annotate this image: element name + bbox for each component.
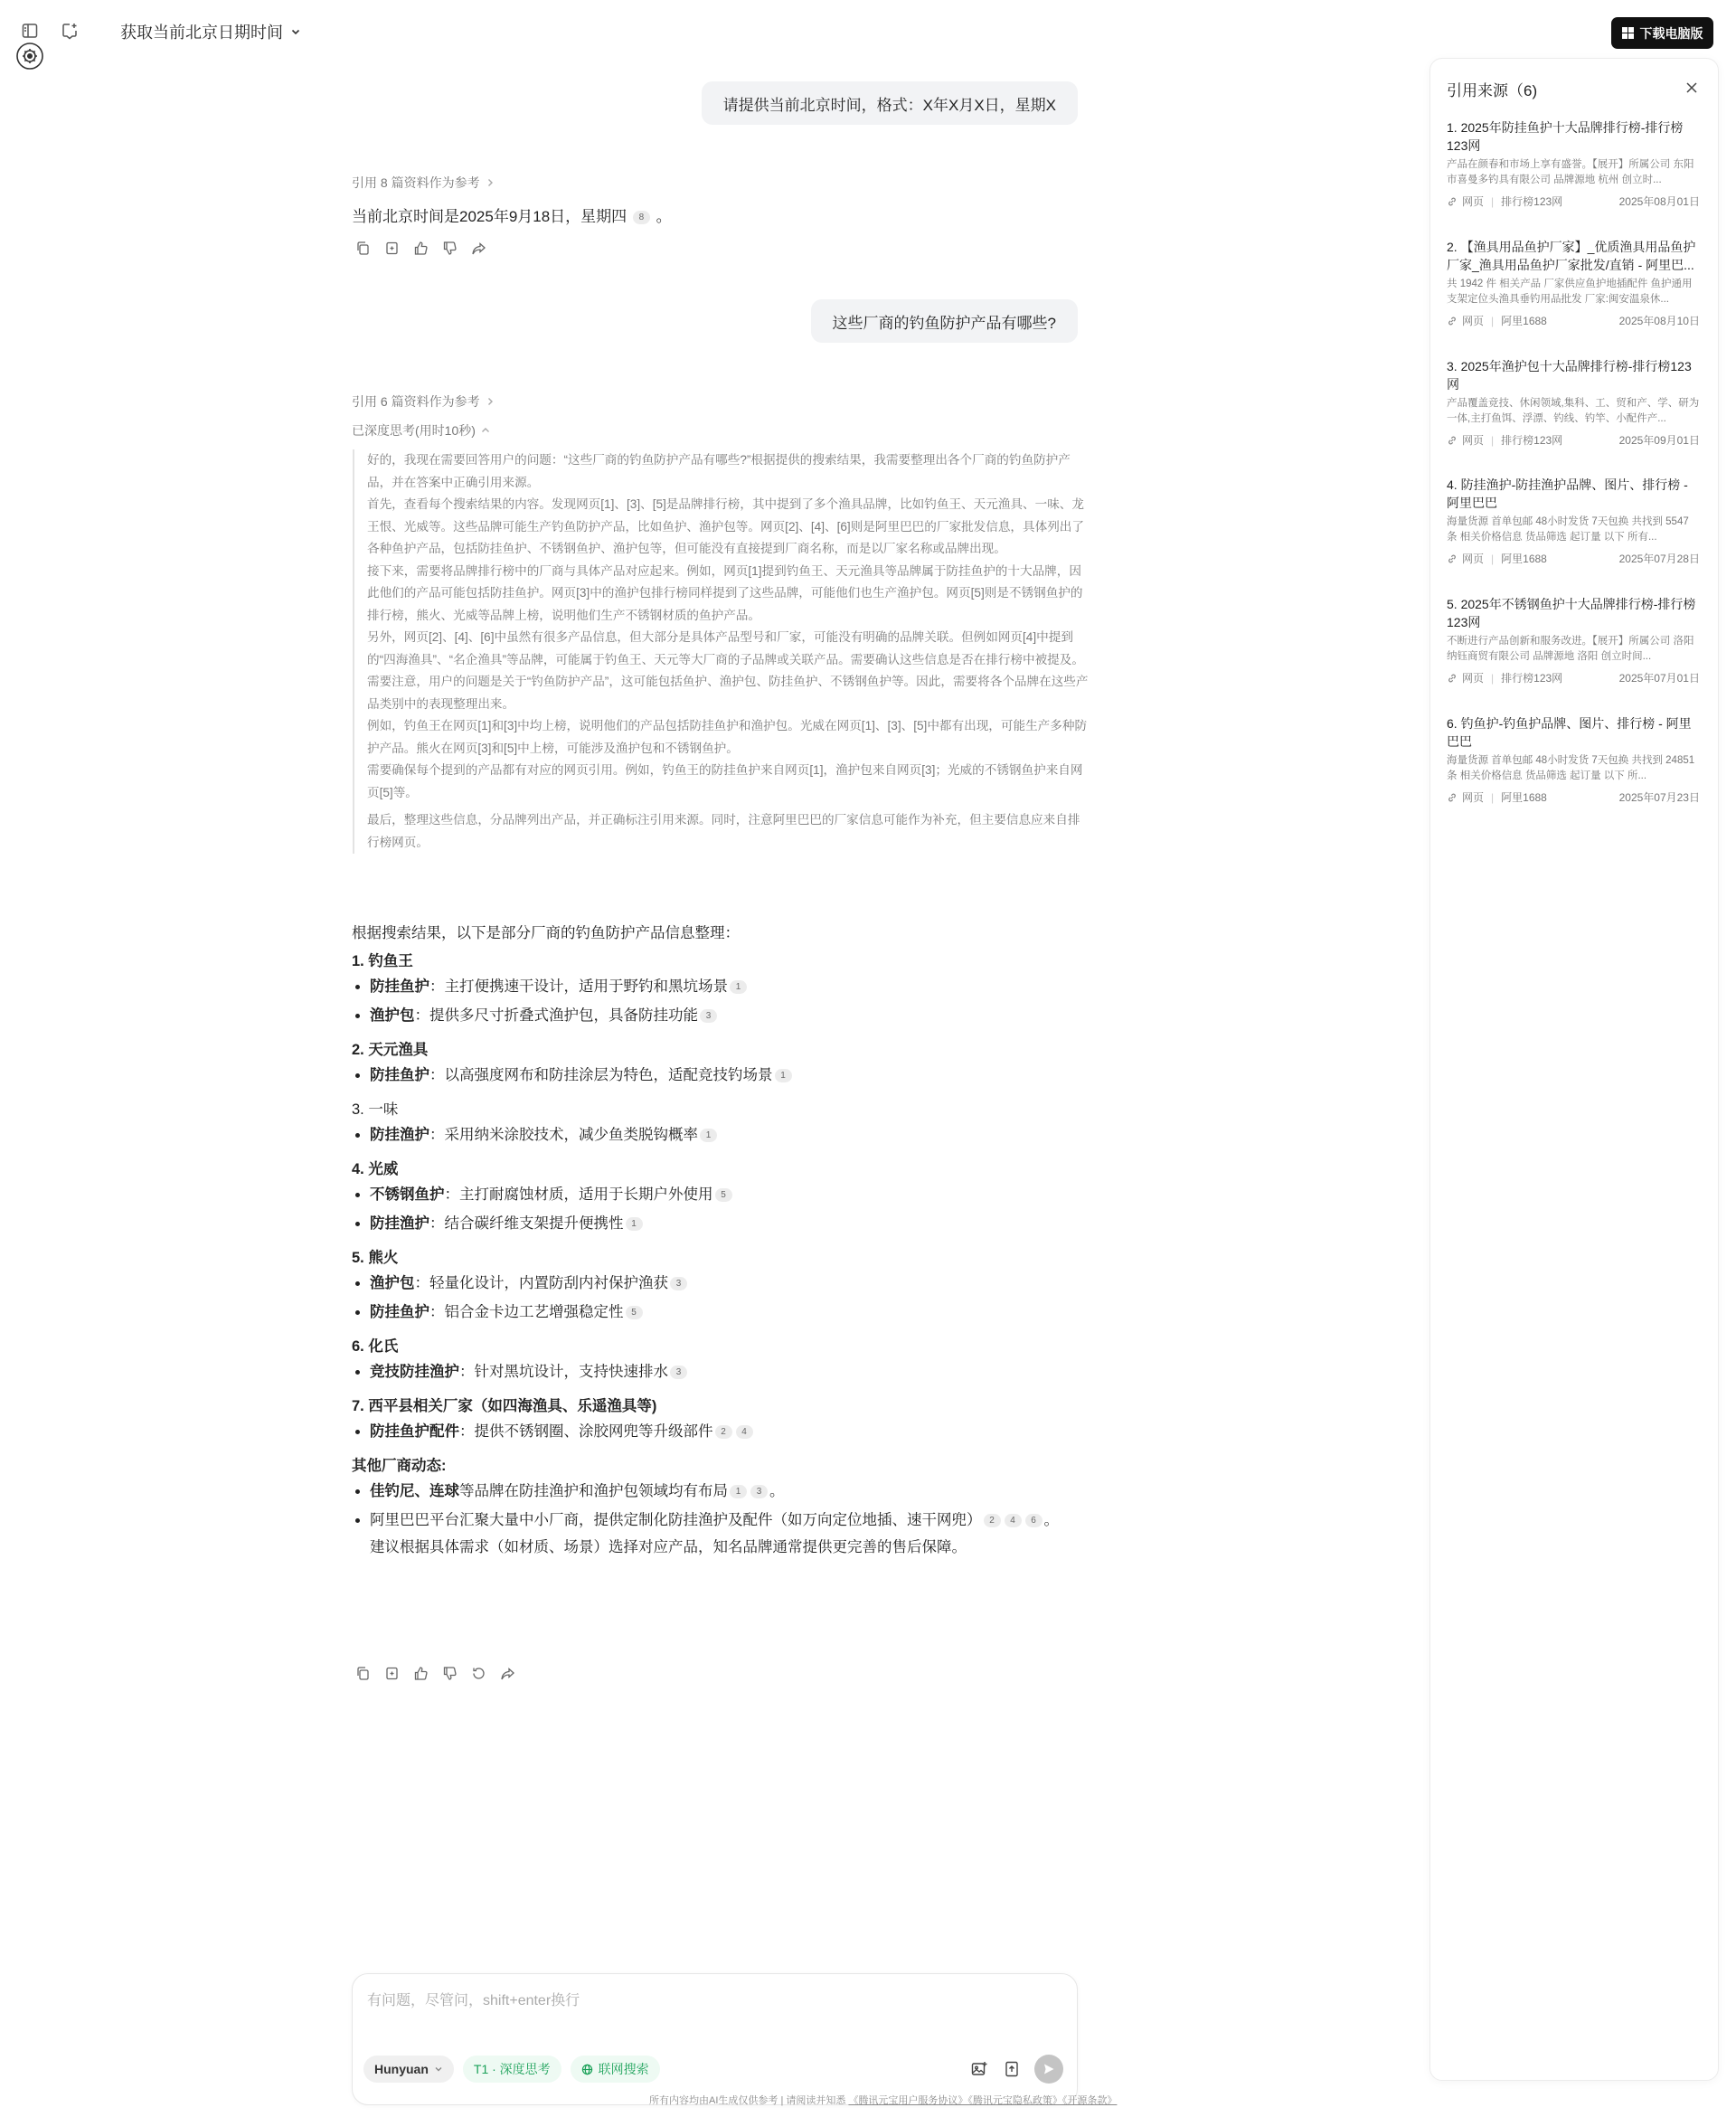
source-type: 网页 <box>1462 195 1485 208</box>
send-button[interactable] <box>1034 2055 1063 2084</box>
citation-badge[interactable]: 1 <box>730 980 747 994</box>
list-item <box>370 1361 1084 1383</box>
think-paragraph: 另外，网页[2]、[4]、[6]中虽然有很多产品信息，但大部分是具体产品型号和厂家，可能没有明确的品牌关联。但例如网页[4]中提到的“四海渔具”、“名企渔具”等品牌，可能属于钓鱼王、天元等大厂商的子品牌或关联产品。需要确认这些信息是否在排行榜中被提及。 <box>367 630 1084 666</box>
brand-heading: 2. 天元渔具 <box>352 1042 429 1058</box>
meta-divider: | <box>1491 194 1495 208</box>
source-snippet: 不断进行产品创新和服务改进。【展开】所属公司 洛阳纳钰商贸有限公司 品牌源地 洛阳 创立时间... <box>1447 636 1694 662</box>
answer-closing: 建议根据具体需求（如材质、场景）选择对应产品，知名品牌通常提供更完善的售后保障。 <box>370 1539 967 1555</box>
citation-badge[interactable]: 3 <box>670 1366 687 1379</box>
product-desc: ：采用纳米涂胶技术，减少鱼类脱钩概率 <box>429 1127 698 1143</box>
file-upload-icon[interactable] <box>1000 2057 1024 2081</box>
bookmark-icon[interactable] <box>381 1662 402 1684</box>
image-upload-icon[interactable] <box>967 2057 991 2081</box>
web-search-button-label: 联网搜索 <box>598 2062 649 2076</box>
source-title: 3. 2025年渔护包十大品牌排行榜-排行榜123网 <box>1447 359 1692 392</box>
user-message-2 <box>811 299 1078 343</box>
product-name: 竞技防挂渔护 <box>370 1364 459 1380</box>
copy-icon[interactable] <box>352 1662 373 1684</box>
link-icon <box>1447 196 1458 207</box>
new-chat-icon[interactable] <box>58 19 81 43</box>
citation-badge[interactable]: 1 <box>626 1217 643 1231</box>
footer-text: 所有内容均由AI生成仅供参考 | 请阅读并知悉 <box>649 2095 846 2106</box>
citation-summary-1[interactable] <box>352 174 495 192</box>
regenerate-icon[interactable] <box>467 1662 489 1684</box>
chat-input-box <box>352 1973 1078 2105</box>
user-message-1-text: 请提供当前北京时间，格式：X年X月X日，星期X <box>722 96 1056 114</box>
source-type: 网页 <box>1462 791 1485 804</box>
conversation-title[interactable] <box>120 20 301 43</box>
source-item[interactable] <box>1447 595 1700 685</box>
source-type: 网页 <box>1462 672 1485 685</box>
product-desc: ：提供多尺寸折叠式渔护包，具备防挂功能 <box>414 1007 698 1024</box>
source-snippet: 海量货源 首单包邮 48小时发货 7天包换 共找到 5547 条 相关价格信息 货品筛选 起订量 以下 所有... <box>1447 516 1689 543</box>
brand-list <box>352 1064 1084 1086</box>
brand-list <box>352 1272 1084 1323</box>
deep-think-label: 已深度思考(用时10秒) <box>352 423 476 438</box>
sidebar-toggle-icon[interactable] <box>18 19 42 43</box>
meta-divider: | <box>1491 314 1495 327</box>
product-desc: ：针对黑坑设计，支持快速排水 <box>459 1364 668 1380</box>
product-name: 防挂渔护 <box>370 1215 429 1232</box>
source-title: 5. 2025年不锈钢鱼护十大品牌排行榜-排行榜123网 <box>1447 597 1696 629</box>
share-icon[interactable] <box>496 1662 518 1684</box>
product-desc: ：结合碳纤维支架提升便携性 <box>429 1215 624 1232</box>
source-snippet: 产品覆盖竞技、休闲领域,集科、工、贸和产、学、研为一体,主打鱼饵、浮漂、钓线、钓竿、小配件产... <box>1447 398 1700 424</box>
source-date: 2025年07月28日 <box>1618 553 1700 565</box>
download-desktop-button[interactable] <box>1611 17 1713 49</box>
link-icon <box>1447 673 1458 684</box>
think-paragraph: 需要确保每个提到的产品都有对应的网页引用。例如，钓鱼王的防挂鱼护来自网页[1]，渔护包来自网页[3]；光威的不锈钢鱼护来自网页[5]等。 <box>367 763 1083 799</box>
product-name: 不锈钢鱼护 <box>370 1186 445 1203</box>
list-item <box>370 1480 1084 1502</box>
chevron-right-icon <box>486 178 495 187</box>
source-meta <box>1447 432 1700 448</box>
citation-badge[interactable]: 6 <box>1025 1514 1043 1527</box>
brand-list <box>352 976 1084 1026</box>
source-site: 排行榜123网 <box>1501 434 1563 447</box>
citation-summary-2-text: 引用 6 篇资料作为参考 <box>352 394 480 409</box>
other-brands: 佳钓尼、连球 <box>370 1483 459 1499</box>
input-toolbar <box>363 2056 660 2083</box>
source-title: 4. 防挂渔护-防挂渔护品牌、图片、排行榜 - 阿里巴巴 <box>1447 477 1688 510</box>
download-desktop-label: 下载电脑版 <box>1639 25 1703 41</box>
answer-actions-2 <box>352 1662 518 1684</box>
list-item <box>370 1421 1084 1442</box>
deep-think-toggle[interactable] <box>352 421 490 439</box>
source-meta <box>1447 670 1700 685</box>
product-name: 防挂鱼护配件 <box>370 1423 459 1440</box>
brand-heading: 1. 钓鱼王 <box>352 953 413 969</box>
source-title: 6. 钓鱼护-钓鱼护品牌、图片、排行榜 - 阿里巴巴 <box>1447 716 1692 749</box>
list-item <box>370 1301 1084 1323</box>
meta-divider: | <box>1491 552 1495 565</box>
conversation-title-text: 获取当前北京日期时间 <box>120 24 283 42</box>
meta-divider: | <box>1491 790 1495 804</box>
close-icon[interactable] <box>1680 76 1703 99</box>
source-type: 网页 <box>1462 553 1485 565</box>
think-paragraph: 好的，我现在需要回答用户的问题：“这些厂商的钓鱼防护产品有哪些?”根据提供的搜索结果，我需要整理出各个厂商的钓鱼防护产品，并在答案中正确引用来源。 <box>367 453 1071 489</box>
thumbs-down-icon[interactable] <box>439 1662 460 1684</box>
product-name: 渔护包 <box>370 1007 415 1024</box>
product-name: 防挂渔护 <box>370 1127 429 1143</box>
meta-divider: | <box>1491 433 1495 447</box>
thumbs-up-icon[interactable] <box>410 1662 431 1684</box>
link-icon <box>1447 553 1458 564</box>
list-item <box>370 1509 1084 1531</box>
source-snippet: 海量货源 首单包邮 48小时发货 7天包换 共找到 24851 条 相关价格信息 货品筛选 起订量 以下 所... <box>1447 755 1695 781</box>
assistant-answer-2 <box>352 921 1084 1556</box>
answer-intro: 根据搜索结果，以下是部分厂商的钓鱼防护产品信息整理： <box>352 925 740 941</box>
sentence-end: 。 <box>1043 1512 1059 1528</box>
deep-think-button[interactable] <box>463 2056 561 2083</box>
source-item[interactable] <box>1447 118 1700 209</box>
other-list <box>352 1480 1084 1531</box>
list-item <box>370 1213 1084 1234</box>
message-input[interactable] <box>367 1989 1054 2021</box>
source-date: 2025年07月01日 <box>1618 672 1700 685</box>
deep-think-content <box>353 449 1090 854</box>
list-item <box>370 976 1084 997</box>
send-icon <box>1042 2062 1056 2076</box>
product-desc: ：主打耐腐蚀材质，适用于长期户外使用 <box>444 1186 713 1203</box>
link-icon <box>1447 792 1458 803</box>
source-meta <box>1447 313 1700 328</box>
citation-badge[interactable]: 1 <box>775 1069 792 1082</box>
citation-summary-2[interactable] <box>352 392 495 411</box>
bookmark-icon[interactable] <box>381 237 402 259</box>
list-item <box>370 1005 1084 1026</box>
meta-divider: | <box>1491 671 1495 685</box>
assistant-answer-1-text: 当前北京时间是2025年9月18日，星期四 <box>352 208 627 225</box>
other-heading: 其他厂商动态: <box>352 1458 447 1474</box>
source-snippet: 共 1942 件 相关产品 厂家供应鱼护地插配件 鱼护通用支架定位头渔具垂钓用品批发 厂家:闽安温泉休... <box>1447 279 1693 305</box>
think-paragraph: 例如，钓鱼王在网页[1]和[3]中均上榜，说明他们的产品包括防挂鱼护和渔护包。光威在网页[1]、[3]、[5]中都有出现，可能生产多种防护产品。熊火在网页[3]和[5]中上榜，可能涉及渔护包和不锈钢鱼护。 <box>367 719 1088 755</box>
citation-badge[interactable]: 8 <box>633 211 650 224</box>
globe-icon <box>581 2064 593 2075</box>
source-item[interactable] <box>1447 714 1700 805</box>
citation-badge[interactable]: 5 <box>715 1188 732 1202</box>
brand-list <box>352 1421 1084 1442</box>
list-item <box>370 1124 1084 1146</box>
product-name: 防挂鱼护 <box>370 1304 429 1320</box>
citation-badge[interactable]: 4 <box>736 1425 753 1439</box>
sentence-end: 。 <box>769 1483 785 1499</box>
source-date: 2025年08月10日 <box>1618 315 1700 327</box>
message-input-placeholder: 有问题，尽管问，shift+enter换行 <box>367 1993 580 2008</box>
chevron-down-icon <box>290 26 301 37</box>
agent-avatar-icon[interactable] <box>15 42 44 71</box>
think-paragraph: 需要注意，用户的问题是关于“钓鱼防护产品”，这可能包括鱼护、渔护包、防挂鱼护、不锈钢鱼护等。因此，需要将各个品牌在这些产品类别中的表现整理出来。 <box>367 675 1089 711</box>
model-selector-label: Hunyuan <box>374 2062 429 2076</box>
link-icon <box>1447 316 1458 326</box>
footer-links[interactable]: 《腾讯元宝用户服务协议》《腾讯元宝隐私政策》《开源条款》 <box>848 2095 1118 2106</box>
brand-list <box>352 1184 1084 1234</box>
citation-badge[interactable]: 3 <box>700 1009 717 1023</box>
product-desc: ：以高强度网布和防挂涂层为特色，适配竞技钓场景 <box>429 1067 773 1083</box>
windows-icon <box>1622 27 1634 39</box>
product-desc: ：主打便携速干设计，适用于野钓和黑坑场景 <box>429 978 728 995</box>
copy-icon[interactable] <box>352 237 373 259</box>
brand-heading: 7. 西平县相关厂家（如四海渔具、乐遥渔具等) <box>352 1398 657 1414</box>
citation-badge[interactable]: 3 <box>670 1277 687 1290</box>
citation-badge[interactable]: 2 <box>715 1425 732 1439</box>
other-text: 等品牌在防挂渔护和渔护包领域均有布局 <box>459 1483 728 1499</box>
footer-disclaimer <box>649 2093 1117 2107</box>
user-message-2-text: 这些厂商的钓鱼防护产品有哪些? <box>832 314 1056 332</box>
source-date: 2025年07月23日 <box>1618 791 1700 804</box>
source-site: 排行榜123网 <box>1501 195 1563 208</box>
source-type: 网页 <box>1462 434 1485 447</box>
source-date: 2025年09月01日 <box>1618 434 1700 447</box>
product-desc: ：提供不锈钢圈、涂胶网兜等升级部件 <box>459 1423 713 1440</box>
list-item <box>370 1184 1084 1205</box>
think-paragraph: 最后，整理这些信息，分品牌列出产品，并正确标注引用来源。同时，注意阿里巴巴的厂家信息可能作为补充，但主要信息应来自排行榜网页。 <box>367 813 1080 849</box>
thumbs-up-icon[interactable] <box>410 237 431 259</box>
share-icon[interactable] <box>467 237 489 259</box>
citation-badge[interactable]: 4 <box>1005 1514 1022 1527</box>
source-date: 2025年08月01日 <box>1618 195 1700 208</box>
source-site: 阿里1688 <box>1501 791 1547 804</box>
source-meta <box>1447 551 1700 566</box>
brand-heading: 4. 光威 <box>352 1161 399 1177</box>
brand-heading: 3. 一味 <box>352 1101 399 1118</box>
web-search-button[interactable] <box>571 2056 660 2083</box>
citation-badge[interactable]: 2 <box>984 1514 1001 1527</box>
citation-badge[interactable]: 5 <box>626 1306 643 1319</box>
thumbs-down-icon[interactable] <box>439 237 460 259</box>
sources-panel-title: 引用来源（6) <box>1447 82 1538 99</box>
think-paragraph: 接下来，需要将品牌排行榜中的厂商与具体产品对应起来。例如，网页[1]提到钓鱼王、天元渔具等品牌属于防挂鱼护的十大品牌，因此他们的产品可能包括防挂鱼护。网页[3]中的渔护包排行榜同样提到了这些品牌，可能他们也生产渔护包。网页[5]则是不锈钢鱼护的排行榜，熊火、光威等品牌上榜，说明他们生产不锈钢材质的鱼护产品。 <box>367 563 1083 622</box>
citation-summary-1-text: 引用 8 篇资料作为参考 <box>352 175 480 190</box>
assistant-answer-1-end: 。 <box>656 208 672 225</box>
brand-heading: 5. 熊火 <box>352 1250 399 1266</box>
source-item[interactable] <box>1447 357 1700 448</box>
product-name: 渔护包 <box>370 1275 415 1291</box>
answer-actions-1 <box>352 237 489 259</box>
citation-badge[interactable]: 1 <box>730 1485 747 1498</box>
source-item[interactable] <box>1447 476 1700 566</box>
other-text: 阿里巴巴平台汇聚大量中小厂商，提供定制化防挂渔护及配件（如万向定位地插、速干网兜） <box>370 1512 982 1528</box>
product-name: 防挂鱼护 <box>370 978 429 995</box>
product-name: 防挂鱼护 <box>370 1067 429 1083</box>
chevron-up-icon <box>481 426 490 435</box>
source-meta <box>1447 789 1700 805</box>
user-message-1 <box>702 81 1078 125</box>
deep-think-button-label: T1 · 深度思考 <box>473 2062 551 2076</box>
brand-heading: 6. 化氏 <box>352 1338 399 1355</box>
citation-badge[interactable]: 1 <box>700 1129 717 1142</box>
assistant-answer-1 <box>352 203 672 226</box>
citation-badge[interactable]: 3 <box>750 1485 768 1498</box>
model-selector[interactable] <box>363 2056 454 2083</box>
product-desc: ：铝合金卡边工艺增强稳定性 <box>429 1304 624 1320</box>
brand-list <box>352 1124 1084 1146</box>
link-icon <box>1447 435 1458 446</box>
brand-list <box>352 1361 1084 1383</box>
source-meta <box>1447 194 1700 209</box>
source-site: 阿里1688 <box>1501 315 1547 327</box>
list-item <box>370 1272 1084 1294</box>
source-site: 排行榜123网 <box>1501 672 1563 685</box>
source-site: 阿里1688 <box>1501 553 1547 565</box>
source-type: 网页 <box>1462 315 1485 327</box>
think-paragraph: 首先，查看每个搜索结果的内容。发现网页[1]、[3]、[5]是品牌排行榜，其中提到了多个渔具品牌，比如钓鱼王、天元渔具、一味、龙王恨、光威等。这些品牌可能生产钓鱼防护产品，比如鱼护、渔护包等。网页[2]、[4]、[6]则是阿里巴巴的厂家批发信息，具体列出了各种鱼护产品，包括防挂鱼护、不锈钢鱼护、渔护包等，但可能没有直接提到厂商名称，而是以厂家名称或品牌出现。 <box>367 497 1084 555</box>
source-title: 1. 2025年防挂鱼护十大品牌排行榜-排行榜123网 <box>1447 120 1684 153</box>
source-title: 2. 【渔具用品鱼护厂家】_优质渔具用品鱼护厂家_渔具用品鱼护厂家批发/直销 - 阿里巴... <box>1447 240 1696 272</box>
list-item <box>370 1064 1084 1086</box>
chevron-right-icon <box>486 397 495 406</box>
source-item[interactable] <box>1447 238 1700 328</box>
chevron-down-icon <box>434 2065 443 2074</box>
source-snippet: 产品在颜春和市场上享有盛誉。【展开】所属公司 东阳市喜曼多钓具有限公司 品牌源地 杭州 创立时... <box>1447 159 1694 185</box>
product-desc: ：轻量化设计，内置防刮内衬保护渔获 <box>414 1275 668 1291</box>
